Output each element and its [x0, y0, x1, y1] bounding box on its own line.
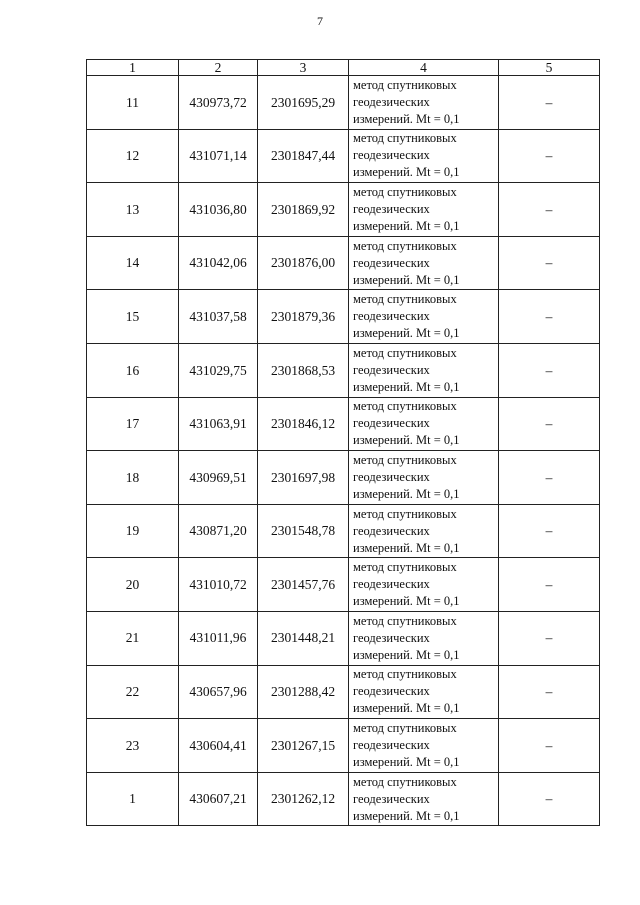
- method-line: геодезических: [353, 630, 430, 645]
- method-line: геодезических: [353, 362, 430, 377]
- method-line: измерений. Mt = 0,1: [353, 111, 460, 126]
- point-number-cell: 21: [87, 611, 179, 665]
- y-coordinate-cell: 2301448,21: [258, 611, 349, 665]
- table-row: [87, 236, 600, 290]
- x-coordinate-cell: 431011,96: [179, 611, 258, 665]
- method-cell: [349, 719, 499, 773]
- y-coordinate-cell: 2301847,44: [258, 129, 349, 183]
- method-line: метод спутниковых: [353, 560, 457, 575]
- y-coordinate-cell: 2301876,00: [258, 236, 349, 290]
- method-line: геодезических: [353, 737, 430, 752]
- method-line: измерений. Mt = 0,1: [353, 272, 460, 287]
- method-line: метод спутниковых: [353, 131, 457, 146]
- x-coordinate-cell: 430604,41: [179, 719, 258, 773]
- method-cell: [349, 183, 499, 237]
- method-line: геодезических: [353, 684, 430, 699]
- y-coordinate-cell: 2301879,36: [258, 290, 349, 344]
- method-line: измерений. Mt = 0,1: [353, 433, 460, 448]
- table-row: [87, 290, 600, 344]
- table-row: [87, 719, 600, 773]
- table-row: [87, 76, 600, 130]
- method-line: геодезических: [353, 94, 430, 109]
- method-cell: [349, 129, 499, 183]
- point-number-cell: 14: [87, 236, 179, 290]
- method-cell: [349, 558, 499, 612]
- note-cell: –: [499, 183, 600, 237]
- y-coordinate-cell: 2301548,78: [258, 504, 349, 558]
- x-coordinate-cell: 430969,51: [179, 451, 258, 505]
- method-cell: [349, 665, 499, 719]
- y-coordinate-cell: 2301869,92: [258, 183, 349, 237]
- y-coordinate-cell: 2301846,12: [258, 397, 349, 451]
- method-line: метод спутниковых: [353, 452, 457, 467]
- method-line: метод спутниковых: [353, 292, 457, 307]
- point-number-cell: 15: [87, 290, 179, 344]
- method-cell: [349, 76, 499, 130]
- note-cell: –: [499, 236, 600, 290]
- method-line: метод спутниковых: [353, 506, 457, 521]
- table-row: [87, 183, 600, 237]
- x-coordinate-cell: 431063,91: [179, 397, 258, 451]
- method-line: метод спутниковых: [353, 184, 457, 199]
- page-number: 7: [317, 14, 323, 28]
- table-row: [87, 611, 600, 665]
- method-cell: [349, 772, 499, 826]
- method-cell: [349, 397, 499, 451]
- method-line: измерений. Mt = 0,1: [353, 808, 460, 823]
- method-line: измерений. Mt = 0,1: [353, 647, 460, 662]
- method-line: метод спутниковых: [353, 399, 457, 414]
- table-row: [87, 451, 600, 505]
- method-cell: [349, 290, 499, 344]
- coordinates-table: [86, 59, 600, 826]
- method-line: метод спутниковых: [353, 667, 457, 682]
- method-line: измерений. Mt = 0,1: [353, 165, 460, 180]
- point-number-cell: 11: [87, 76, 179, 130]
- method-cell: [349, 343, 499, 397]
- method-line: измерений. Mt = 0,1: [353, 754, 460, 769]
- x-coordinate-cell: 430871,20: [179, 504, 258, 558]
- method-cell: [349, 611, 499, 665]
- method-line: геодезических: [353, 416, 430, 431]
- note-cell: –: [499, 76, 600, 130]
- point-number-cell: 19: [87, 504, 179, 558]
- method-line: метод спутниковых: [353, 345, 457, 360]
- y-coordinate-cell: 2301695,29: [258, 76, 349, 130]
- x-coordinate-cell: 431036,80: [179, 183, 258, 237]
- note-cell: –: [499, 397, 600, 451]
- note-cell: –: [499, 719, 600, 773]
- method-line: геодезических: [353, 201, 430, 216]
- method-line: геодезических: [353, 309, 430, 324]
- table-row: [87, 504, 600, 558]
- method-line: метод спутниковых: [353, 238, 457, 253]
- method-line: измерений. Mt = 0,1: [353, 326, 460, 341]
- method-cell: [349, 504, 499, 558]
- table-row: [87, 772, 600, 826]
- note-cell: –: [499, 290, 600, 344]
- point-number-cell: 20: [87, 558, 179, 612]
- method-line: измерений. Mt = 0,1: [353, 540, 460, 555]
- method-line: геодезических: [353, 523, 430, 538]
- method-line: геодезических: [353, 791, 430, 806]
- method-line: измерений. Mt = 0,1: [353, 379, 460, 394]
- method-line: геодезических: [353, 469, 430, 484]
- x-coordinate-cell: 431010,72: [179, 558, 258, 612]
- x-coordinate-cell: 430973,72: [179, 76, 258, 130]
- method-line: метод спутниковых: [353, 774, 457, 789]
- method-cell: [349, 236, 499, 290]
- table-body: [87, 76, 600, 826]
- method-line: геодезических: [353, 577, 430, 592]
- table-row: [87, 397, 600, 451]
- x-coordinate-cell: 430607,21: [179, 772, 258, 826]
- method-line: метод спутниковых: [353, 720, 457, 735]
- method-line: метод спутниковых: [353, 77, 457, 92]
- method-line: геодезических: [353, 148, 430, 163]
- y-coordinate-cell: 2301697,98: [258, 451, 349, 505]
- table-row: [87, 665, 600, 719]
- method-line: метод спутниковых: [353, 613, 457, 628]
- point-number-cell: 12: [87, 129, 179, 183]
- point-number-cell: 16: [87, 343, 179, 397]
- y-coordinate-cell: 2301457,76: [258, 558, 349, 612]
- table-row: [87, 558, 600, 612]
- point-number-cell: 22: [87, 665, 179, 719]
- note-cell: –: [499, 665, 600, 719]
- y-coordinate-cell: 2301868,53: [258, 343, 349, 397]
- x-coordinate-cell: 431071,14: [179, 129, 258, 183]
- x-coordinate-cell: 431037,58: [179, 290, 258, 344]
- method-line: измерений. Mt = 0,1: [353, 701, 460, 716]
- header-col-2: 2: [179, 60, 258, 76]
- x-coordinate-cell: 430657,96: [179, 665, 258, 719]
- note-cell: –: [499, 772, 600, 826]
- method-line: измерений. Mt = 0,1: [353, 486, 460, 501]
- note-cell: –: [499, 451, 600, 505]
- y-coordinate-cell: 2301267,15: [258, 719, 349, 773]
- y-coordinate-cell: 2301262,12: [258, 772, 349, 826]
- method-line: геодезических: [353, 255, 430, 270]
- table-row: [87, 129, 600, 183]
- y-coordinate-cell: 2301288,42: [258, 665, 349, 719]
- table-header-row: [87, 60, 600, 76]
- note-cell: –: [499, 129, 600, 183]
- header-col-3: 3: [258, 60, 349, 76]
- note-cell: –: [499, 558, 600, 612]
- table-row: [87, 343, 600, 397]
- note-cell: –: [499, 611, 600, 665]
- header-col-4: 4: [349, 60, 499, 76]
- header-col-1: 1: [87, 60, 179, 76]
- point-number-cell: 18: [87, 451, 179, 505]
- method-line: измерений. Mt = 0,1: [353, 218, 460, 233]
- note-cell: –: [499, 504, 600, 558]
- method-cell: [349, 451, 499, 505]
- x-coordinate-cell: 431042,06: [179, 236, 258, 290]
- point-number-cell: 17: [87, 397, 179, 451]
- header-col-5: 5: [499, 60, 600, 76]
- x-coordinate-cell: 431029,75: [179, 343, 258, 397]
- point-number-cell: 23: [87, 719, 179, 773]
- point-number-cell: 1: [87, 772, 179, 826]
- note-cell: –: [499, 343, 600, 397]
- point-number-cell: 13: [87, 183, 179, 237]
- method-line: измерений. Mt = 0,1: [353, 594, 460, 609]
